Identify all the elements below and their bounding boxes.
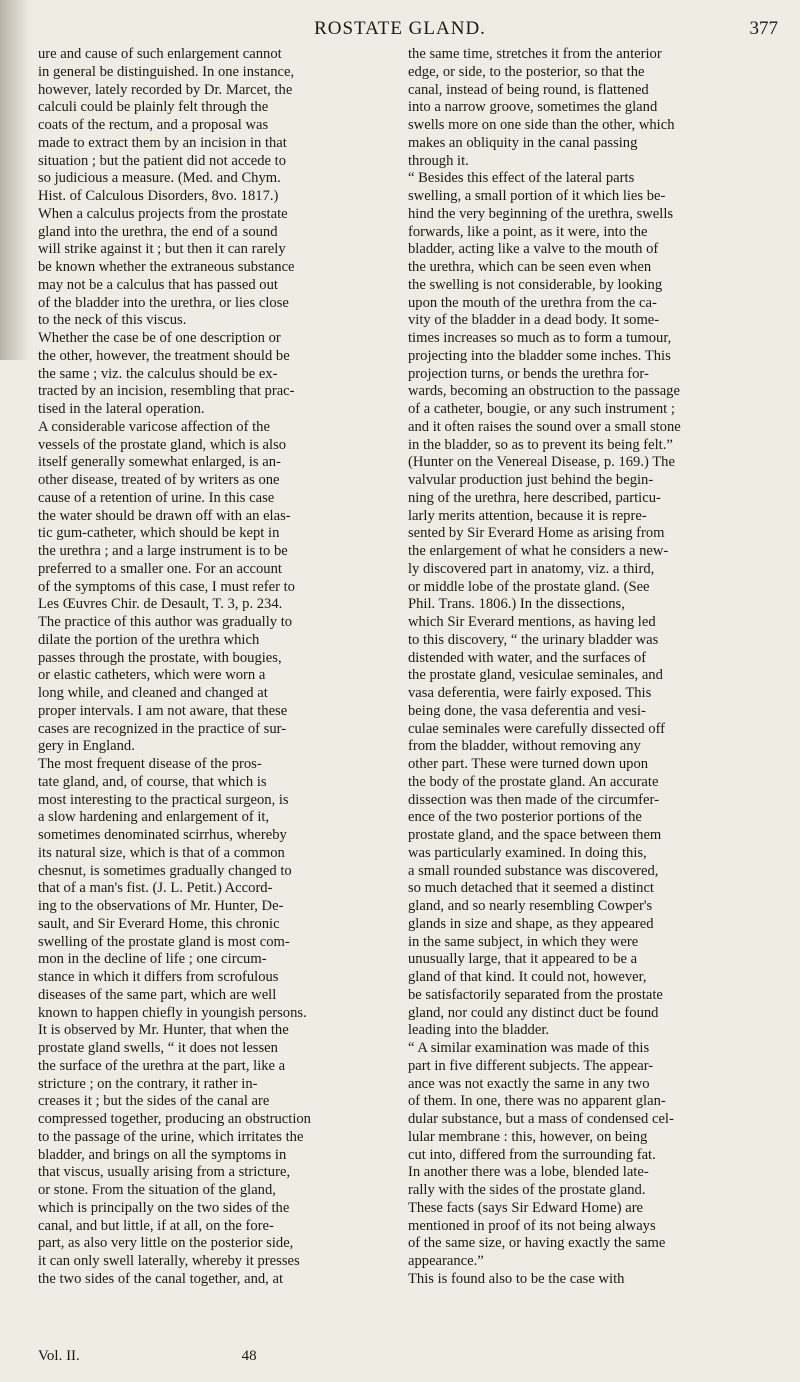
text-line: valvular production just behind the begin- (408, 472, 654, 488)
text-line: of the same size, or having exactly the same (408, 1235, 666, 1252)
text-line: gland of that kind. It could not, however, (408, 969, 647, 985)
page-footer (38, 1348, 265, 1365)
text-line: most interesting to the practical surgeon, is (38, 791, 289, 808)
text-line: long while, and cleaned and changed at (38, 685, 268, 701)
text-line: or elastic catheters, which were worn a (38, 667, 266, 684)
text-line: rally with the sides of the prostate gland. (408, 1182, 646, 1198)
text-line: will strike against it ; but then it can rarely (38, 241, 286, 258)
text-line: vity of the bladder in a dead body. It some- (408, 312, 660, 329)
text-line: part in five different subjects. The appear- (408, 1057, 654, 1074)
text-line: prostate gland, and the space between them (408, 827, 662, 843)
text-line: makes an obliquity in the canal passing (408, 134, 638, 151)
text-line: ence of the two posterior portions of the (408, 809, 642, 826)
text-line: These facts (says Sir Edward Home) are (408, 1199, 644, 1216)
text-line: the urethra, which can be seen even when (408, 259, 652, 275)
text-line: the two sides of the canal together, and, at (38, 1270, 283, 1287)
text-line: leading into the bladder. (408, 1022, 550, 1039)
text-line: ure and cause of such enlargement cannot (38, 46, 282, 62)
text-line: dissection was then made of the circumfer- (408, 791, 659, 808)
text-line: which is principally on the two sides of the (38, 1199, 290, 1216)
text-line: a slow hardening and enlargement of it, (38, 809, 270, 826)
text-line: cases are recognized in the practice of sur- (38, 720, 287, 737)
text-line: passes through the prostate, with bougies, (38, 649, 282, 666)
text-line: which Sir Everard mentions, as having led (408, 614, 656, 630)
text-line: edge, or side, to the posterior, so that the (408, 63, 645, 80)
text-line: vessels of the prostate gland, which is also (38, 436, 287, 453)
text-line: mon in the decline of life ; one circum- (38, 951, 267, 968)
text-line: to this discovery, “ the urinary bladder was (408, 631, 659, 648)
text-line: gland, nor could any distinct duct be found (408, 1004, 659, 1021)
text-line: in general be distinguished. In one instance, (38, 63, 295, 80)
text-line: swelling, a small portion of it which lies be- (408, 188, 666, 204)
text-line: other part. These were turned down upon (408, 756, 649, 772)
text-line: gery in England. (38, 738, 135, 755)
text-line: stricture ; on the contrary, it rather in- (38, 1075, 258, 1092)
text-line: tised in the lateral operation. (38, 401, 205, 417)
text-line: creases it ; but the sides of the canal are (38, 1093, 270, 1110)
text-line: was particularly examined. In doing this, (408, 844, 647, 861)
text-line: gland into the urethra, the end of a sound (38, 223, 278, 240)
running-header (0, 14, 800, 44)
running-title: ROSTATE GLAND. (314, 18, 486, 39)
page-edge-shadow (0, 0, 30, 360)
page-number: 377 (749, 18, 778, 39)
text-line: In another there was a lobe, blended late- (408, 1164, 649, 1181)
text-line: larly merits attention, because it is repre- (408, 507, 647, 524)
text-line: projection turns, or bends the urethra for- (408, 365, 649, 382)
text-line: from the bladder, without removing any (408, 738, 641, 755)
text-line: the urethra ; and a large instrument is to be (38, 543, 288, 559)
text-line: unusually large, that it appeared to be a (408, 951, 638, 968)
text-line: It is observed by Mr. Hunter, that when the (38, 1022, 289, 1039)
text-line: distended with water, and the surfaces of (408, 649, 647, 666)
text-line: of the bladder into the urethra, or lies close (38, 294, 289, 311)
text-line: A considerable varicose affection of the (38, 418, 270, 435)
text-line: the same ; viz. the calculus should be ex- (38, 365, 278, 382)
text-line: lular membrane : this, however, on being (408, 1128, 648, 1145)
volume-label: Vol. II. (38, 1348, 80, 1364)
text-line: it can only swell laterally, whereby it presses (38, 1253, 300, 1269)
text-line: so judicious a measure. (Med. and Chym. (38, 170, 281, 187)
text-line: so much detached that it seemed a distinct (408, 880, 654, 897)
text-line: may not be a calculus that has passed out (38, 276, 278, 293)
text-line: tate gland, and, of course, that which is (38, 773, 267, 790)
text-line: The most frequent disease of the pros- (38, 756, 262, 772)
text-line: ly discovered part in anatomy, viz. a third, (408, 560, 655, 577)
left-text-column (38, 46, 394, 1366)
text-line: a small rounded substance was discovered, (408, 862, 659, 879)
text-line: diseases of the same part, which are well (38, 986, 277, 1003)
text-line: tic gum-catheter, which should be kept in (38, 525, 280, 542)
text-line: its natural size, which is that of a common (38, 844, 285, 861)
text-line: Les Œuvres Chir. de Desault, T. 3, p. 234. (38, 596, 283, 613)
text-line: or stone. From the situation of the gland, (38, 1182, 276, 1198)
text-line: of the symptoms of this case, I must refer to (38, 578, 295, 595)
text-line: situation ; but the patient did not accede to (38, 152, 287, 169)
text-line: Hist. of Calculous Disorders, 8vo. 1817.) (38, 188, 279, 204)
text-line: or middle lobe of the prostate gland. (See (408, 578, 650, 595)
text-line: bladder, and brings on all the symptoms in (38, 1146, 287, 1163)
text-line: bladder, acting like a valve to the mouth of (408, 241, 659, 258)
text-line: to the neck of this viscus. (38, 312, 187, 329)
text-line: stance in which it differs from scrofulous (38, 969, 279, 985)
text-line: that of a man's fist. (J. L. Petit.) Accord- (38, 880, 273, 897)
text-line: the water should be drawn off with an elas- (38, 507, 291, 524)
text-line: projecting into the bladder some inches. This (408, 347, 671, 364)
text-line: “ Besides this effect of the lateral parts (408, 170, 635, 187)
text-line: the prostate gland, vesiculae seminales, and (408, 667, 663, 684)
text-line: into a narrow groove, sometimes the gland (408, 99, 658, 116)
text-line: coats of the rectum, and a proposal was (38, 117, 269, 133)
text-line: in the bladder, so as to prevent its being felt.” (408, 436, 673, 453)
text-line: vasa deferentia, were fairly exposed. This (408, 685, 652, 701)
text-line: sometimes denominated scirrhus, whereby (38, 827, 287, 843)
text-line: proper intervals. I am not aware, that these (38, 702, 288, 719)
text-line: sault, and Sir Everard Home, this chronic (38, 915, 280, 932)
text-line: the same time, stretches it from the anterior (408, 46, 662, 62)
text-line: (Hunter on the Venereal Disease, p. 169.) The (408, 454, 675, 471)
text-line: sented by Sir Everard Home as arising from (408, 525, 665, 542)
text-line: be satisfactorily separated from the prostate (408, 986, 663, 1003)
text-line: wards, becoming an obstruction to the passage (408, 383, 680, 400)
text-line: itself generally somewhat enlarged, is an- (38, 454, 281, 471)
text-line: dular substance, but a mass of condensed cel- (408, 1111, 674, 1127)
text-line: preferred to a smaller one. For an account (38, 560, 282, 577)
text-line: of a catheter, bougie, or any such instrument ; (408, 401, 675, 417)
text-line: calculi could be plainly felt through the (38, 99, 269, 116)
text-line: made to extract them by an incision in that (38, 134, 287, 151)
text-line: ing to the observations of Mr. Hunter, De- (38, 898, 284, 914)
text-line: “ A similar examination was made of this (408, 1040, 650, 1056)
text-line: dilate the portion of the urethra which (38, 631, 260, 648)
text-line: the body of the prostate gland. An accurate (408, 773, 659, 790)
text-line: forwards, like a point, as it were, into the (408, 223, 648, 240)
text-line: and it often raises the sound over a small stone (408, 418, 681, 435)
text-line: swells more on one side than the other, which (408, 117, 675, 133)
signature-mark: 48 (241, 1348, 257, 1364)
text-line: mentioned in proof of its not being always (408, 1217, 656, 1234)
text-line: ance was not exactly the same in any two (408, 1075, 650, 1092)
text-line: the surface of the urethra at the part, like a (38, 1057, 286, 1074)
right-text-column (408, 46, 770, 1366)
text-line: swelling of the prostate gland is most com- (38, 933, 290, 950)
text-line: the swelling is not considerable, by looking (408, 276, 663, 293)
text-line: appearance.” (408, 1253, 484, 1269)
text-line: culae seminales were carefully dissected off (408, 720, 666, 737)
text-line: The practice of this author was gradually to (38, 614, 293, 630)
text-line: through it. (408, 152, 469, 169)
text-line: times increases so much as to form a tumour, (408, 330, 672, 346)
text-line: ning of the urethra, here described, particu- (408, 489, 661, 506)
text-line: be known whether the extraneous substance (38, 259, 295, 275)
text-line: hind the very beginning of the urethra, swells (408, 205, 674, 222)
text-line: compressed together, producing an obstruction (38, 1111, 311, 1127)
text-line: that viscus, usually arising from a stricture, (38, 1164, 291, 1181)
text-line: cut into, differed from the surrounding fat. (408, 1146, 656, 1163)
text-line: to the passage of the urine, which irritates the (38, 1128, 304, 1145)
text-line: This is found also to be the case with (408, 1270, 625, 1287)
text-line: canal, instead of being round, is flattened (408, 81, 649, 98)
text-line: the other, however, the treatment should be (38, 347, 290, 364)
text-line: When a calculus projects from the prostate (38, 205, 288, 222)
text-line: however, lately recorded by Dr. Marcet, the (38, 81, 293, 98)
text-line: part, as also very little on the posterior side, (38, 1235, 294, 1252)
text-line: upon the mouth of the urethra from the ca- (408, 294, 657, 311)
text-line: Whether the case be of one description or (38, 330, 281, 346)
text-line: the enlargement of what he considers a new- (408, 543, 669, 559)
text-line: being done, the vasa deferentia and vesi- (408, 702, 646, 719)
text-line: prostate gland swells, “ it does not lessen (38, 1040, 278, 1056)
text-line: cause of a retention of urine. In this case (38, 489, 275, 506)
text-line: of them. In one, there was no apparent glan- (408, 1093, 666, 1110)
text-line: glands in size and shape, as they appeared (408, 915, 654, 932)
text-line: Phil. Trans. 1806.) In the dissections, (408, 596, 625, 613)
text-line: chesnut, is sometimes gradually changed to (38, 862, 292, 879)
text-line: canal, and but little, if at all, on the fore- (38, 1217, 274, 1234)
text-line: tracted by an incision, resembling that prac- (38, 383, 295, 400)
text-line: gland, and so nearly resembling Cowper's (408, 898, 653, 914)
text-line: known to happen chiefly in youngish persons. (38, 1004, 307, 1021)
text-line: other disease, treated of by writers as one (38, 472, 280, 488)
text-line: in the same subject, in which they were (408, 933, 639, 950)
